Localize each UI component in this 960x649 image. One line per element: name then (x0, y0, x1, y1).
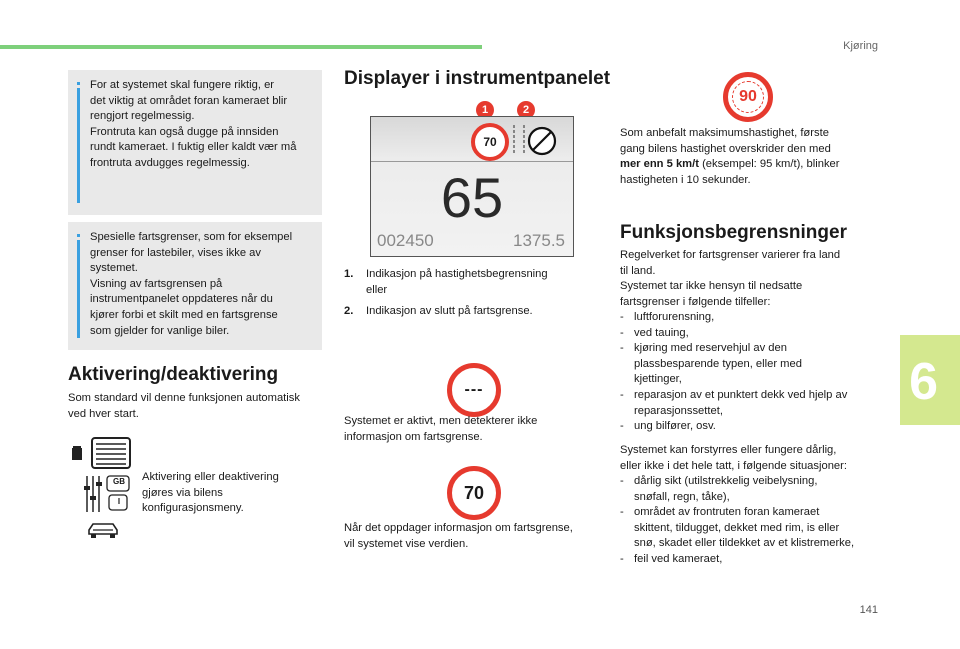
info-icon (77, 234, 80, 338)
trip-meter: 1375.5 (513, 231, 565, 250)
overspeed-sign (723, 72, 773, 122)
activation-intro: Som standard vil denne funksjonen automatisk ved hver start. (68, 392, 300, 420)
display-items-list (344, 267, 584, 326)
chapter-number: 6 (909, 353, 938, 411)
header-accent-bar (0, 45, 482, 49)
list-item: - kjøring med reservehjul av den plassbesparende typen, eller med kjettinger, (620, 341, 882, 388)
info-icon (77, 82, 80, 203)
overspeed-value: 90 (739, 88, 757, 105)
info-note-camera (68, 70, 322, 215)
note-text: For at systemet skal fungere riktig, er det viktig at området foran kameraet blir rengjort regelmessig. Frontruta kan også dugge på innsiden rundt kameraet. I fuktig eller kaldt vær må frontruta avdugges regelmessig. (90, 79, 297, 169)
current-speed: 65 (440, 166, 504, 229)
list-item: - området av frontruten foran kameraet skittent, tildugget, dekket med rim, is eller snø, skadet eller tildekket av et klistremerke, (620, 505, 882, 552)
screen-icon (70, 436, 132, 470)
section-title: Kjøring (843, 40, 878, 52)
known-limit-sign: 70 (447, 466, 501, 520)
callout-1: 1 (476, 101, 494, 119)
list-item: - ved tauing, (620, 326, 882, 342)
list-item: - reparasjon av et punktert dekk ved hjelp av reparasjonssettet, (620, 388, 882, 419)
limitations-intro: Regelverket for fartsgrenser varierer fra land til land. Systemet tar ikke hensyn til nedsatte fartsgrenser i følgende tilfeller: (620, 249, 841, 308)
list-item: - ung bilfører, osv. (620, 419, 882, 435)
overspeed-text: Som anbefalt maksimumshastighet, første gang bilens hastighet overskrider den med mer enn 5 km/t (eksempel: 95 km/t), blinker hastigheten i 10 sekunder. (620, 127, 840, 186)
page-number: 141 (859, 604, 878, 616)
info-note-special-limits (68, 222, 322, 350)
unknown-limit-text: Systemet er aktivt, men detekterer ikke informasjon om fartsgrense. (344, 415, 538, 443)
heading-activation: Aktivering/deaktivering (68, 364, 279, 385)
heading-displays: Displayer i instrumentpanelet (344, 68, 611, 89)
unknown-limit-sign: --- (447, 363, 501, 417)
heading-limitations: Funksjonsbegrensninger (620, 222, 847, 243)
instrument-cluster-display (370, 116, 574, 257)
language-badge-gb: GB (113, 477, 125, 486)
list-item: 1. Indikasjon på hastighetsbegrensning eller (344, 268, 548, 296)
callout-2: 2 (517, 101, 535, 119)
cluster-divider (371, 161, 573, 162)
end-of-limit-sign (526, 125, 558, 162)
odometer: 002450 (377, 231, 434, 250)
disturbance-list (620, 474, 882, 568)
disturbance-intro: Systemet kan forstyrres eller fungere dårlig, eller ikke i det hele tatt, i følgende situasjoner: (620, 444, 847, 472)
activation-text: Aktivering eller deaktivering gjøres via bilens konfigurasjonsmeny. (142, 471, 279, 515)
speed-limit-sign: 70 (471, 123, 509, 161)
limitations-list (620, 310, 882, 435)
note-text: Spesielle fartsgrenser, som for eksempel grenser for lastebiler, vises ikke av systemet. Visning av fartsgrensen på instrumentpanelet oppdateres når du kjører forbi et skilt med en fartsgrense som gjelder for vanlige biler. (90, 231, 293, 337)
car-icon (86, 520, 120, 540)
list-item: 2. Indikasjon av slutt på fartsgrense. (344, 305, 533, 318)
list-item: - dårlig sikt (utilstrekkelig veibelysning, snøfall, regn, tåke), (620, 474, 882, 505)
list-item: - luftforurensning, (620, 310, 882, 326)
list-item: - feil ved kameraet, (620, 552, 882, 568)
units-badge-i: I (117, 497, 121, 506)
known-limit-text: Når det oppdager informasjon om fartsgrense, vil systemet vise verdien. (344, 522, 573, 550)
